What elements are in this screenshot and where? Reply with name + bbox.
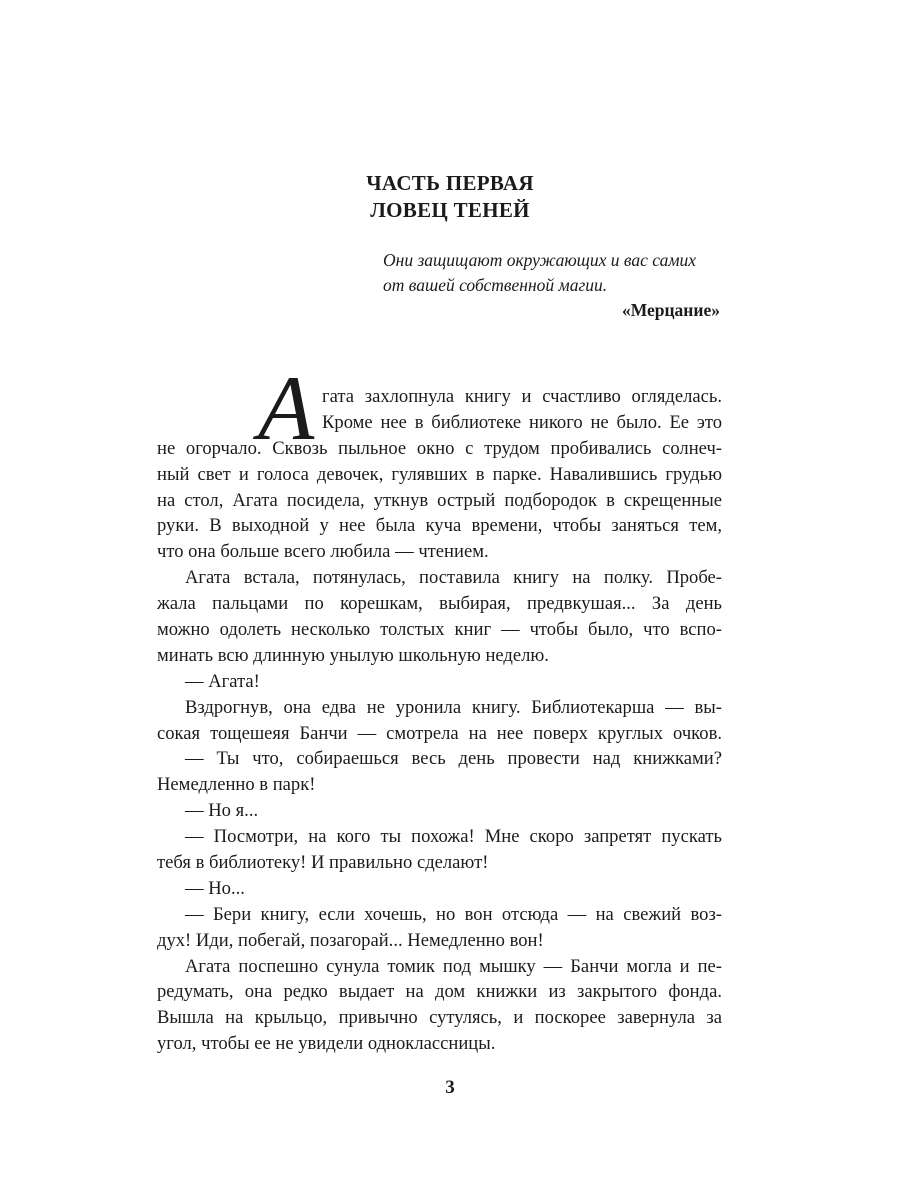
text-line: — Агата! (185, 670, 260, 692)
epigraph-line: от вашей собственной магии. (383, 275, 608, 295)
text-line: Агата встала, потянулась, поставила книгу на полку. Пробе- (185, 567, 722, 589)
text-line: тебя в библиотеку! И правильно сделают! (157, 852, 489, 874)
text-line: гата захлопнула книгу и счастливо огляделась. (322, 386, 722, 407)
text-line: можно одолеть несколько толстых книг — чтобы было, что вспо- (157, 619, 722, 641)
drop-cap: А (258, 357, 315, 459)
text-line: — Бери книгу, если хочешь, но вон отсюда — на свежий воз- (185, 903, 722, 925)
text-line: минать всю длинную унылую школьную неделю. (157, 644, 549, 666)
part-label: ЧАСТЬ ПЕРВАЯ (366, 171, 534, 195)
text-line: на стол, Агата посидела, уткнув острый подбородок в скрещенные (157, 489, 722, 511)
text-line: Агата поспешно сунула томик под мышку — Банчи могла и пе- (185, 955, 722, 977)
part-title: ЛОВЕЦ ТЕНЕЙ (370, 198, 530, 222)
page-number: 3 (445, 1077, 455, 1098)
text-line: жала пальцами по корешкам, выбирая, предвкушая... За день (157, 593, 722, 615)
text-line: не огорчало. Сквозь пыльное окно с трудом пробивались солнеч- (157, 437, 722, 459)
epigraph-source: «Мерцание» (621, 300, 720, 320)
text-line: Вышла на крыльцо, привычно сутулясь, и поскорее завернула за (157, 1007, 722, 1029)
chapter-text (157, 384, 722, 1057)
text-line: что она больше всего любила — чтением. (157, 541, 489, 563)
text-line: сокая тощешеяя Банчи — смотрела на нее поверх круглых очков. (157, 722, 722, 744)
text-line: Вздрогнув, она едва не уронила книгу. Библиотекарша — вы- (185, 696, 722, 718)
text-line: угол, чтобы ее не увидели одноклассницы. (157, 1033, 496, 1055)
epigraph-line: Они защищают окружающих и вас самих (383, 250, 697, 270)
text-line: — Ты что, собираешься весь день провести над книжками? (185, 748, 722, 770)
text-line: — Но я... (185, 800, 259, 822)
text-line: Кроме нее в библиотеке никого не было. Ее это (322, 411, 722, 433)
part-heading (0, 170, 900, 224)
text-line: ный свет и голоса девочек, гулявших в парке. Навалившись грудью (157, 463, 722, 485)
text-line: — Но... (185, 877, 245, 899)
text-line: Немедленно в парк! (157, 774, 316, 796)
text-line: дух! Иди, побегай, позагорай... Немедленно вон! (157, 929, 544, 951)
text-line: руки. В выходной у нее была куча времени, чтобы заняться тем, (157, 515, 722, 537)
text-line: редумать, она редко выдает на дом книжки из закрытого фонда. (157, 981, 722, 1003)
text-line: — Посмотри, на кого ты похожа! Мне скоро запретят пускать (185, 826, 722, 848)
epigraph (383, 248, 720, 323)
